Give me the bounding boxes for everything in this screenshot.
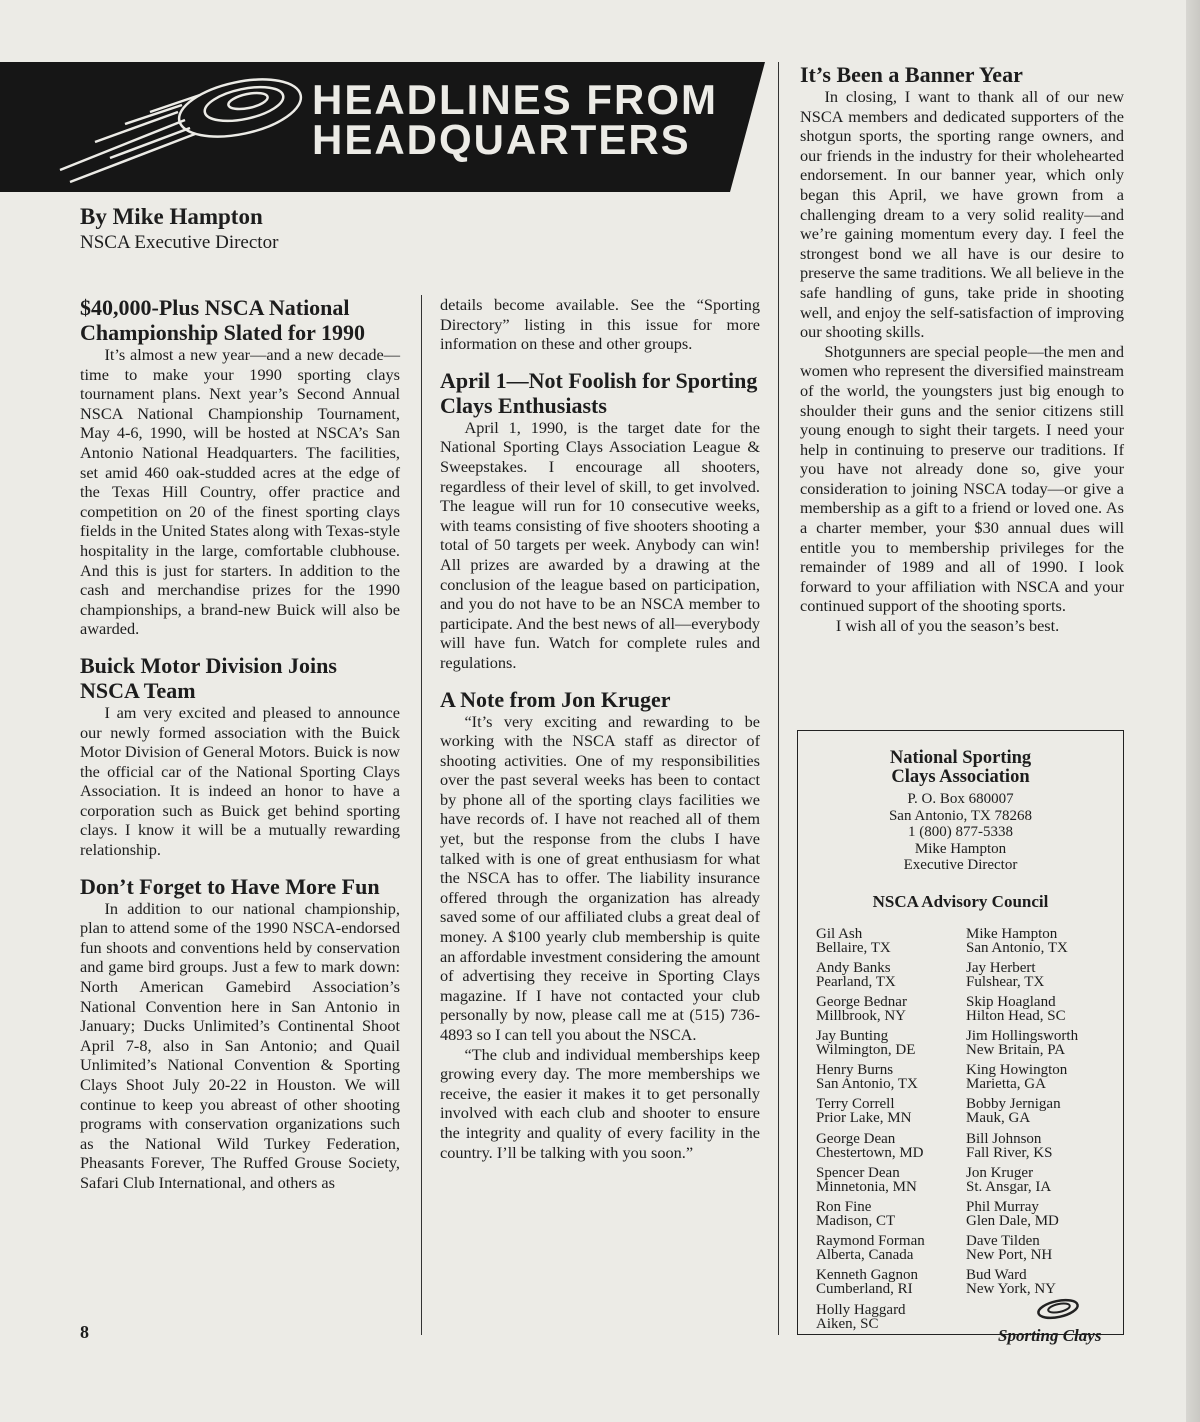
member-name: Bud Ward: [966, 1267, 1027, 1284]
member-name: Jim Hollingsworth: [966, 1028, 1079, 1045]
member-name: Phil Murray: [966, 1199, 1039, 1215]
council-member: [966, 927, 1116, 961]
nsca-info-box: [797, 730, 1124, 1335]
member-name: King Howington: [966, 1062, 1068, 1079]
article-column-2: [440, 295, 760, 1162]
banner-line1: HEADLINES FROM: [312, 76, 718, 123]
column-divider: [421, 295, 422, 1335]
author-title: NSCA Executive Director: [80, 232, 279, 253]
council-left-column: [816, 927, 966, 1337]
council-member: [966, 1029, 1116, 1063]
member-name: Bill Johnson: [966, 1130, 1042, 1147]
member-name: Spencer Dean: [816, 1164, 900, 1181]
column-divider: [778, 62, 779, 1335]
council-member: [816, 927, 966, 961]
member-location: Pearland, TX: [816, 973, 896, 990]
body-paragraph: “The club and individual memberships keep growing every day. The more memberships we receive, the easier it makes it to get personally involved with each club and shooter to ensure the integrity and quality of every facility in the country. I’ll be talking with you soon.”: [440, 1044, 760, 1162]
body-paragraph: In closing, I want to thank all of our new NSCA members and dedicated supporters of the shotgun sports, the sporting range owners, and our friends in the industry for their wholehearted endorsement. In our banner year, which only began this April, we have grown from a challenging dream to a very solid reality—and we’re gaining momentum every day. I feel the strongest bond we all have is our desire to preserve the same traditions. We all believe in the safe handling of guns, take pride in shooting well, and enjoy the self-satisfaction of improving our shooting skills.: [800, 87, 1124, 342]
member-name: Jay Herbert: [966, 959, 1036, 976]
council-title: NSCA Advisory Council: [872, 891, 1049, 911]
page-number: 8: [80, 1322, 89, 1342]
council-member: [966, 1097, 1116, 1131]
member-location: New York, NY: [966, 1281, 1057, 1298]
body-paragraph: It’s almost a new year—and a new decade—time to make your 1990 sporting clays tournament plans. Next year’s Second Annual NSCA National Championship Tournament, May 4-6, 1990, will be hosted at NSCA’s San Antonio National Headquarters. The facilities, set amid 460 oak-studded acres at the edge of the Texas Hill Country, offer practice and competition on 20 of the finest sporting clays fields in the United States along with Texas-style hospitality in the large, comfortable clubhouse. And this is just for starters. In addition to the cash and merchandise prizes for the 1990 championships, a brand-new Buick will also be awarded.: [80, 345, 400, 639]
org-address: P. O. Box 680007 San Antonio, TX 78268 1 (800) 877-5338 Mike Hampton Executive Director: [888, 791, 1033, 873]
council-member: [816, 1097, 966, 1131]
magazine-name: Sporting Clays: [998, 1326, 1102, 1345]
member-location: Hilton Head, SC: [966, 1007, 1066, 1024]
member-location: St. Ansgar, IA: [966, 1178, 1052, 1195]
member-location: Fall River, KS: [966, 1144, 1053, 1161]
body-paragraph: I wish all of you the season’s best.: [835, 616, 1060, 636]
member-location: New Port, NH: [966, 1247, 1053, 1264]
member-name: Jay Bunting: [816, 1028, 889, 1045]
council-member: [966, 961, 1116, 995]
member-name: Jon Kruger: [966, 1164, 1034, 1181]
member-name: Raymond Forman: [816, 1233, 925, 1250]
council-member: [966, 1234, 1116, 1268]
member-name: Mike Hampton: [966, 925, 1058, 942]
council-member: [966, 1063, 1116, 1097]
member-location: Fulshear, TX: [966, 973, 1045, 990]
member-name: George Dean: [816, 1130, 896, 1147]
body-paragraph: Shotgunners are special people—the men and women who represent the diversified mainstream of the world, the youngsters just big enough to shoulder their guns and the senior citizens still young enough to sight their targets. I need your help in continuing to preserve our traditions. If you have not already done so, give your consideration to joining NSCA today—or give a membership as a gift to a friend or loved one. As a charter member, your $30 annual dues will entitle you to membership privileges for the remainder of 1989 and all of 1990. I look forward to your affiliation with NSCA and your continued support of the shooting sports.: [800, 341, 1124, 616]
member-name: Henry Burns: [816, 1062, 894, 1079]
member-name: Bobby Jernigan: [966, 1096, 1061, 1113]
page-edge: [1186, 0, 1200, 1422]
clay-target-icon: [1035, 1298, 1081, 1320]
body-paragraph: “It’s very exciting and rewarding to be working with the NSCA staff as director of shooting activities. One of my responsibilities over the past several weeks has been to contact by phone all of the sporting clays facilities we have records of. I have not reached all of them yet, but the response from the clubs I have talked with is one of great enthusiasm for what the NSCA has to offer. The liability insurance offered through the organization has already saved some of our affiliated clubs a great deal of money. A $100 yearly club membership is quite an affordable investment considering the amount of advertising they receive in Sporting Clays magazine. If I have not contacted your club personally by now, please call me at (515) 736-4893 so I can tell you about the NSCA.: [440, 711, 760, 1044]
council-member: [816, 1029, 966, 1063]
council-member: [966, 1200, 1116, 1234]
section-heading: A Note from Jon Kruger: [440, 686, 671, 712]
body-paragraph: In addition to our national championship, plan to attend some of the 1990 NSCA-endorsed fun shoots and conventions held by conservation and game bird groups. Just a few to mark down: North American Gamebird Association’s National Convention here in San Antonio in January; Ducks Unlimited’s Continental Shoot April 7-8, also in San Antonio; and Quail Unlimited’s National Convention & Sporting Clays Shoot July 20-22 in Houston. We will continue to keep you abreast of other shooting programs with conservation organizations such as the National Wild Turkey Federation, Pheasants Forever, The Ruffed Grouse Society, Safari Club International, and others as: [80, 898, 400, 1192]
council-list: [816, 927, 1123, 1337]
council-member: [816, 961, 966, 995]
member-location: Bellaire, TX: [816, 939, 891, 956]
member-location: Chestertown, MD: [816, 1144, 924, 1161]
council-member: [816, 1166, 966, 1200]
org-name: National Sporting Clays Association: [889, 748, 1032, 787]
member-name: Kenneth Gagnon: [816, 1267, 919, 1284]
council-member: [816, 1063, 966, 1097]
section-heading: It’s Been a Banner Year: [800, 62, 1023, 87]
section-heading: Don’t Forget to Have More Fun: [80, 873, 380, 899]
member-location: Wilmington, DE: [816, 1042, 916, 1059]
section-heading: $40,000-Plus NSCA National Championship Slated for 1990: [80, 295, 366, 345]
member-location: Madison, CT: [816, 1213, 896, 1229]
article-column-3: [800, 62, 1124, 636]
council-member: [816, 995, 966, 1029]
member-location: New Britain, PA: [966, 1042, 1066, 1059]
council-member: [816, 1200, 966, 1234]
member-location: Minnetonia, MN: [816, 1178, 917, 1195]
member-name: Dave Tilden: [966, 1233, 1040, 1250]
member-location: Aiken, SC: [816, 1315, 879, 1332]
member-name: Ron Fine: [816, 1199, 872, 1215]
section-heading: Buick Motor Division Joins NSCA Team: [80, 652, 337, 703]
member-location: Cumberland, RI: [816, 1281, 913, 1298]
body-paragraph: April 1, 1990, is the target date for the National Sporting Clays Association League & Sweepstakes. I encourage all shooters, regardless of their level of skill, to get involved. The league will run for 10 consecutive weeks, with teams consisting of five shooters shooting a total of 50 targets per week. Anybody can win! All prizes are awarded by a drawing at the conclusion of the league based on participation, and you do not have to be an NSCA member to participate. And the best news of all—everybody will have fun. Watch for complete rules and regulations.: [440, 417, 760, 672]
member-name: Terry Correll: [816, 1096, 895, 1113]
council-right-column: [966, 927, 1116, 1337]
member-location: Prior Lake, MN: [816, 1110, 912, 1127]
body-paragraph: details become available. See the “Sporting Directory” listing in this issue for more information on these and other groups.: [440, 295, 760, 354]
member-location: Glen Dale, MD: [966, 1213, 1059, 1229]
member-name: Holly Haggard: [816, 1301, 906, 1318]
byline: [80, 203, 278, 255]
member-location: Marietta, GA: [966, 1076, 1046, 1093]
member-location: San Antonio, TX: [966, 939, 1068, 956]
member-name: Skip Hoagland: [966, 993, 1056, 1010]
headlines-banner: [0, 62, 765, 192]
council-member: [966, 1166, 1116, 1200]
body-paragraph: I am very excited and pleased to announce our newly formed association with the Buick Motor Division of General Motors. Buick is now the official car of the National Sporting Clays Association. It is indeed an honor to have a corporation such as Buick get behind sporting clays. I know it will be a mutually rewarding relationship.: [80, 702, 400, 860]
section-heading: April 1—Not Foolish for Sporting Clays Enthusiasts: [440, 367, 758, 418]
council-member: [966, 1132, 1116, 1166]
council-member: [816, 1132, 966, 1166]
member-name: Gil Ash: [816, 925, 863, 942]
member-location: Alberta, Canada: [816, 1247, 914, 1264]
member-name: George Bednar: [816, 993, 907, 1010]
author-name: By Mike Hampton: [80, 204, 263, 229]
council-member: [966, 995, 1116, 1029]
council-member: [816, 1234, 966, 1268]
member-name: Andy Banks: [816, 959, 891, 976]
member-location: San Antonio, TX: [816, 1076, 918, 1093]
member-location: Millbrook, NY: [816, 1007, 906, 1024]
council-member: [816, 1268, 966, 1302]
council-member: [816, 1303, 966, 1337]
article-column-1: [80, 295, 400, 1193]
member-location: Mauk, GA: [966, 1110, 1031, 1127]
banner-line2: HEADQUARTERS: [312, 116, 691, 163]
